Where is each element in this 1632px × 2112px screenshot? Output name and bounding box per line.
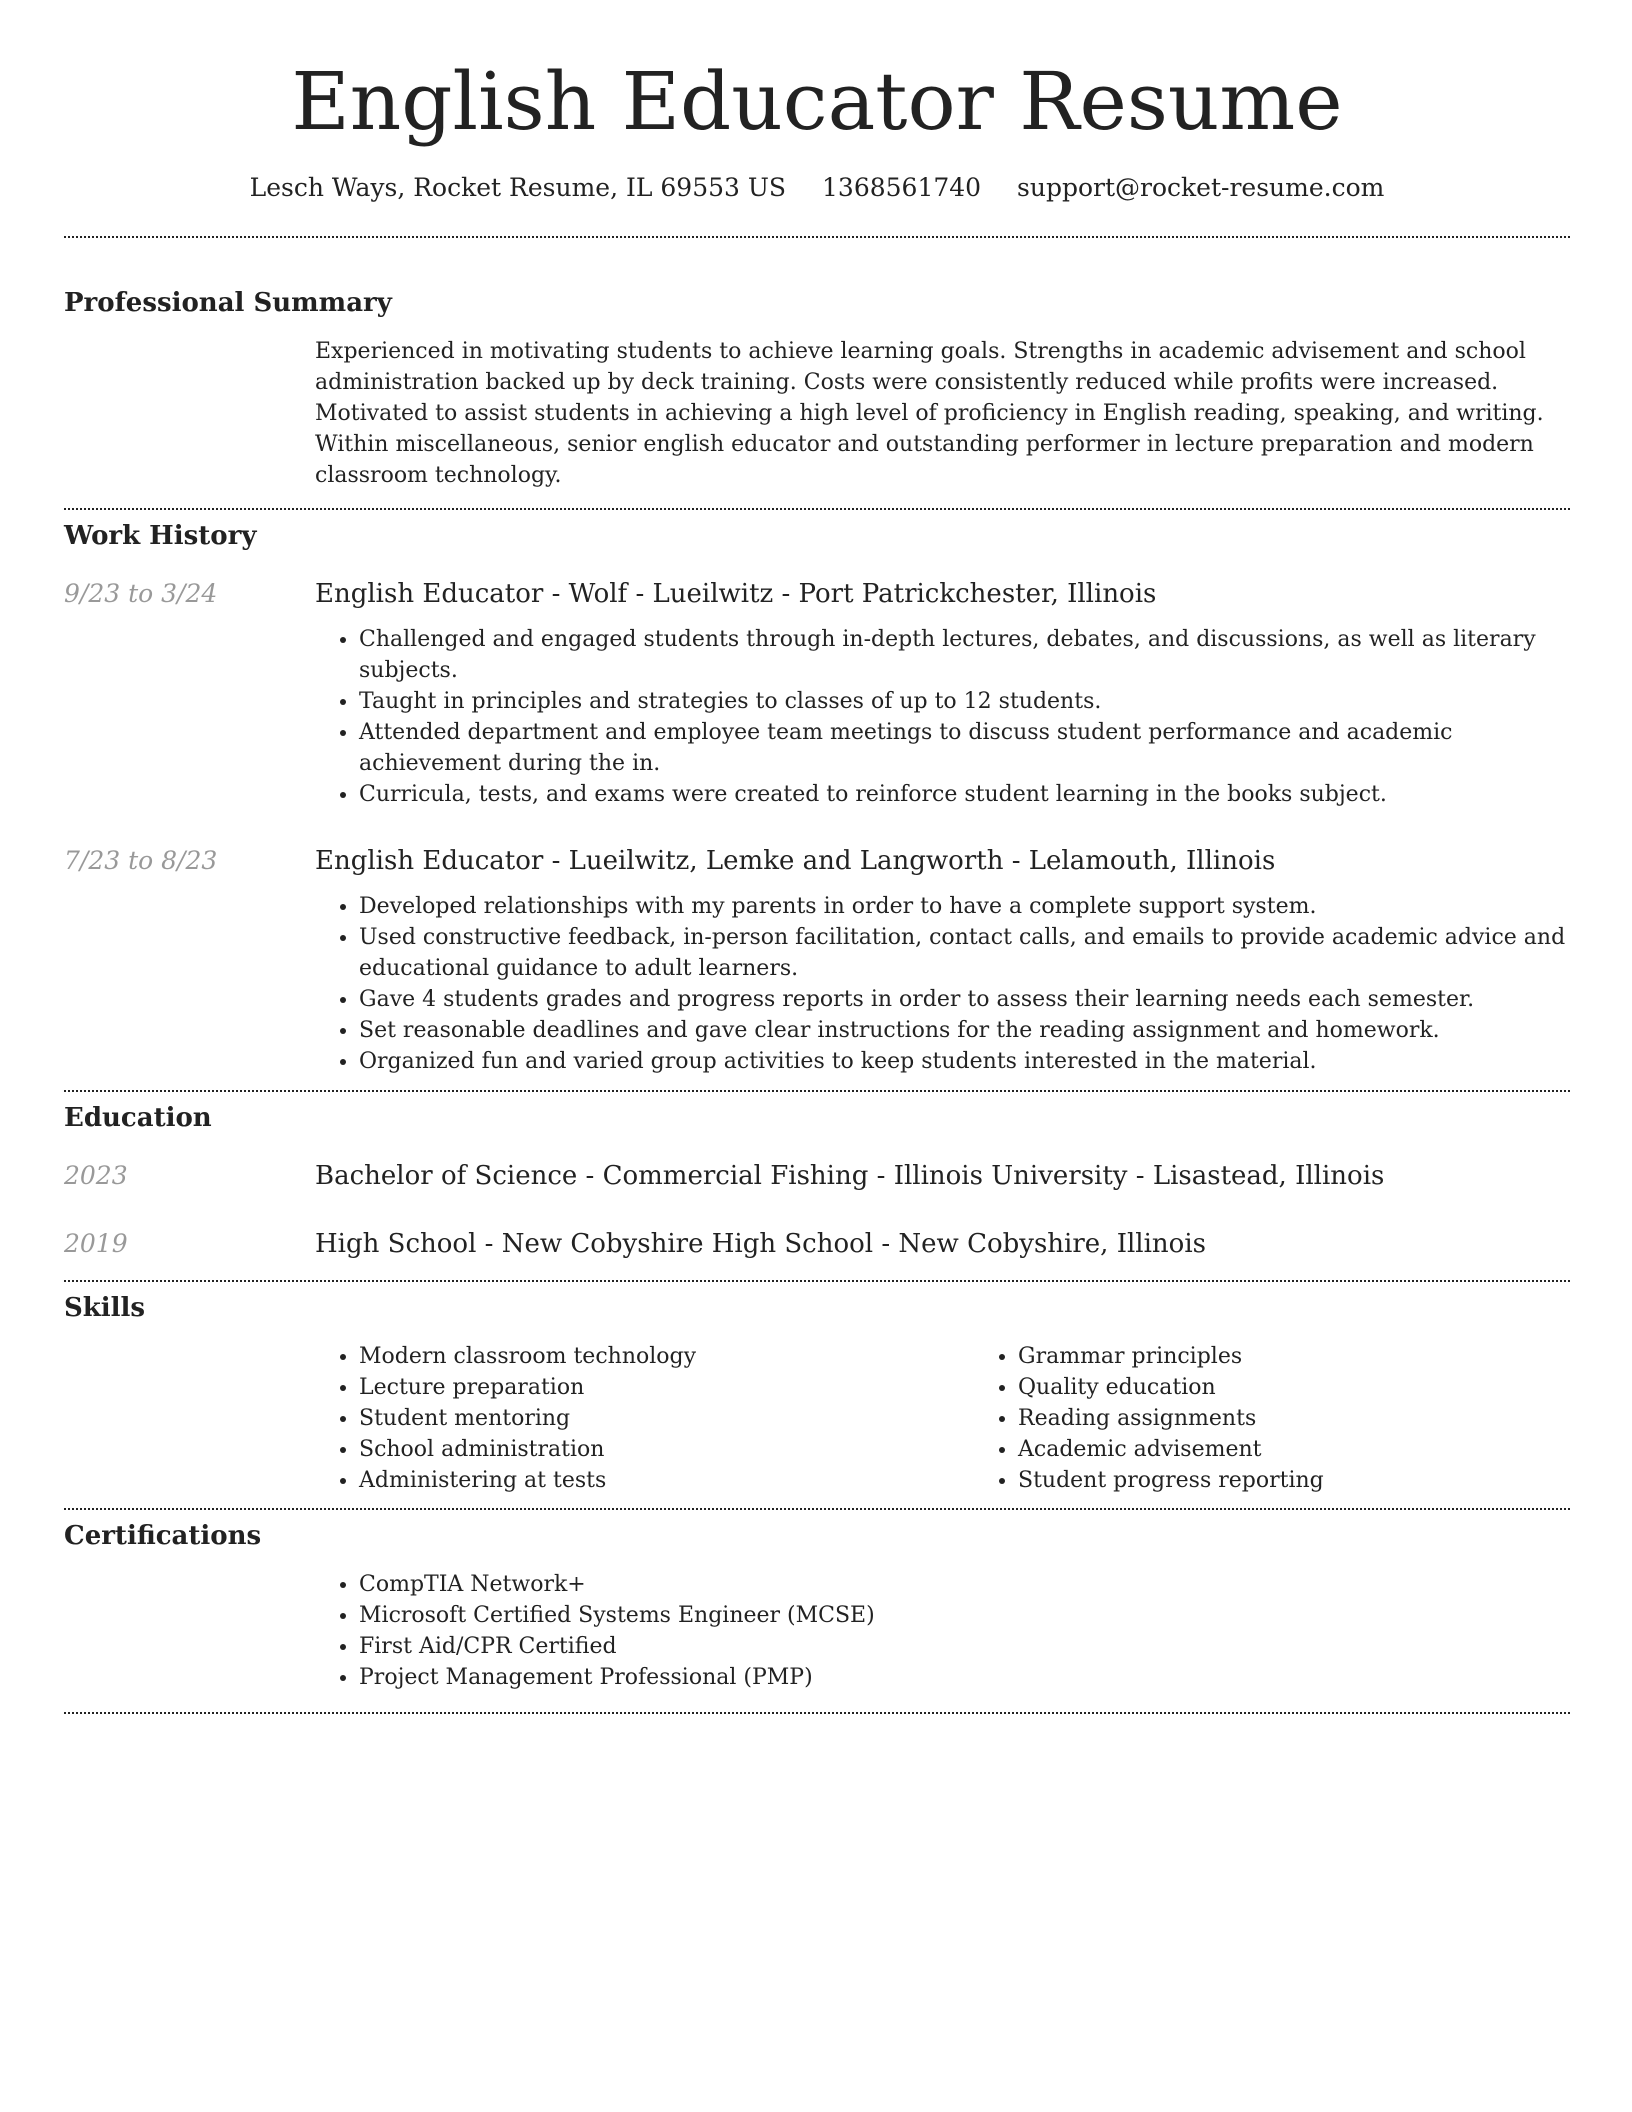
skill-item: • Academic advisement	[1018, 1434, 1632, 1465]
certification-item: • CompTIA Network+	[359, 1569, 1570, 1600]
education-section	[64, 1092, 1570, 1261]
job-bullets	[315, 891, 1570, 1077]
skill-item: • Modern classroom technology	[359, 1341, 974, 1372]
list-item: • Used constructive feedback, in-person facilitation, contact calls, and emails to provide academic advice and educational guidance to adult learners.	[359, 922, 1570, 984]
skill-item: • Quality education	[1018, 1372, 1632, 1403]
section-divider	[64, 1712, 1570, 1714]
skill-item: • Lecture preparation	[359, 1372, 974, 1403]
certifications-list	[315, 1569, 1570, 1693]
job-title: English Educator - Lueilwitz, Lemke and Langworth - Lelamouth, Illinois	[315, 846, 1276, 876]
skill-item: • Grammar principles	[1018, 1341, 1632, 1372]
skills-section	[64, 1282, 1570, 1496]
list-item: • Organized fun and varied group activities to keep students interested in the material.	[359, 1046, 1570, 1077]
job-entry	[64, 577, 1570, 810]
job-title: English Educator - Wolf - Lueilwitz - Port Patrickchester, Illinois	[315, 579, 1157, 609]
job-bullets	[315, 624, 1570, 810]
list-item: • Taught in principles and strategies to classes of up to 12 students.	[359, 686, 1570, 717]
work-history-section	[64, 510, 1570, 1077]
education-school: - Illinois University - Lisastead, Illinois	[868, 1161, 1385, 1191]
job-entry	[64, 844, 1570, 1077]
resume-page	[64, 0, 1570, 1714]
list-item: • Developed relationships with my parents in order to have a complete support system.	[359, 891, 1570, 922]
list-item: • Curricula, tests, and exams were created to reinforce student learning in the books subject.	[359, 779, 1570, 810]
contact-email[interactable]: support@rocket-resume.com	[1017, 173, 1385, 202]
contact-phone: 1368561740	[822, 173, 982, 202]
skills-list-right	[974, 1341, 1632, 1496]
certifications-section	[64, 1510, 1570, 1693]
skill-item: • Student mentoring	[359, 1403, 974, 1434]
education-entry	[64, 1159, 1570, 1193]
job-dates: 7/23 to 8/23	[64, 846, 218, 875]
education-degree: Bachelor of Science - Commercial Fishing	[315, 1161, 869, 1191]
skill-item: • School administration	[359, 1434, 974, 1465]
summary-section	[64, 238, 1570, 491]
summary-heading: Professional Summary	[64, 288, 392, 318]
skills-list-left	[315, 1341, 974, 1496]
summary-text: Experienced in motivating students to achieve learning goals. Strengths in academic advisement and school administration backed up by deck training. Costs were consistently reduced while profits were increased. Motivated to assist students in achieving a high level of proficiency in English reading, speaking, and writing. Within miscellaneous, senior english educator and outstanding performer in lecture preparation and modern classroom technology.	[315, 339, 1544, 488]
list-item: • Set reasonable deadlines and gave clear instructions for the reading assignment and homework.	[359, 1015, 1570, 1046]
education-entry	[64, 1227, 1570, 1261]
contact-address: Lesch Ways, Rocket Resume, IL 69553 US	[249, 173, 787, 202]
certification-item: • Project Management Professional (PMP)	[359, 1662, 1570, 1693]
certifications-heading: Certifications	[64, 1521, 262, 1551]
education-degree: High School	[315, 1229, 477, 1259]
job-dates: 9/23 to 3/24	[64, 579, 218, 608]
skills-heading: Skills	[64, 1293, 146, 1323]
certification-item: • Microsoft Certified Systems Engineer (MCSE)	[359, 1600, 1570, 1631]
work-history-heading: Work History	[64, 521, 257, 551]
resume-title: English Educator Resume	[291, 55, 1343, 148]
education-year: 2019	[64, 1229, 128, 1258]
education-year: 2023	[64, 1161, 128, 1190]
education-heading: Education	[64, 1103, 212, 1133]
list-item: • Challenged and engaged students through in-depth lectures, debates, and discussions, as well as literary subjects.	[359, 624, 1570, 686]
skill-item: • Student progress reporting	[1018, 1465, 1632, 1496]
certification-item: • First Aid/CPR Certified	[359, 1631, 1570, 1662]
contact-line	[64, 170, 1570, 206]
education-school: - New Cobyshire High School - New Cobyshire, Illinois	[476, 1229, 1206, 1259]
list-item: • Gave 4 students grades and progress reports in order to assess their learning needs each semester.	[359, 984, 1570, 1015]
skill-item: • Reading assignments	[1018, 1403, 1632, 1434]
list-item: • Attended department and employee team meetings to discuss student performance and academic achievement during the in.	[359, 717, 1570, 779]
skill-item: • Administering at tests	[359, 1465, 974, 1496]
